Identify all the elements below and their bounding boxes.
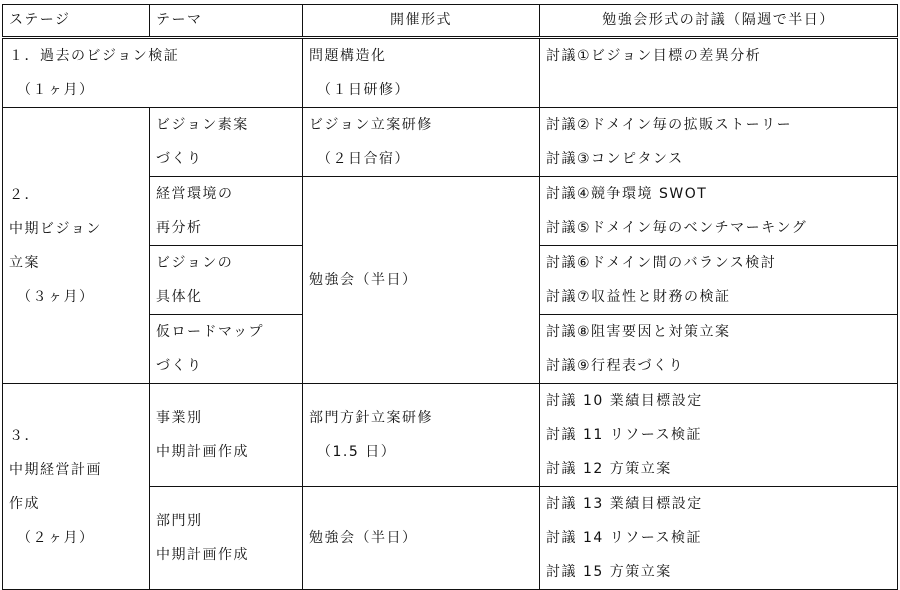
table-row (3, 108, 898, 177)
stage2-theme1-line1: ビジョン素案 (156, 117, 249, 133)
stage2-format1-cell (303, 108, 540, 177)
stage3-disc-cell-2 (540, 487, 898, 590)
stage3-label-line2: 中期経営計画 (9, 461, 102, 478)
stage3-label-line4: （２ヶ月） (17, 529, 95, 546)
discussion-9: 討議⑨行程表づくり (546, 358, 685, 374)
stage2-theme2-line2: 再分析 (156, 220, 203, 236)
discussion-6: 討議⑥ドメイン間のバランス検討 (546, 255, 777, 271)
discussion-12: 討議 12 方策立案 (546, 461, 672, 477)
stage2-format1-line1: ビジョン立案研修 (309, 117, 433, 133)
stage2-label-line1: ２． (9, 186, 40, 203)
stage2-theme2-cell (150, 177, 303, 246)
stage1-format-line1: 問題構造化 (309, 48, 387, 64)
stage1-cell (3, 38, 303, 108)
stage3-theme2-cell (150, 487, 303, 590)
stage3-format2-cell (303, 487, 540, 590)
stage2-theme4-cell (150, 315, 303, 384)
discussion-2: 討議②ドメイン毎の拡販ストーリー (546, 117, 793, 133)
header-discussion: 勉強会形式の討議（隔週で半日） (540, 5, 898, 38)
stage2-theme1-cell (150, 108, 303, 177)
stage2-format2: 勉強会（半日） (309, 272, 418, 288)
discussion-13: 討議 13 業績目標設定 (546, 496, 703, 512)
stage2-disc-cell-3 (540, 246, 898, 315)
stage1-discussion-cell (540, 38, 898, 108)
stage2-theme3-cell (150, 246, 303, 315)
stage3-disc-cell-1 (540, 384, 898, 487)
stage3-format1-cell (303, 384, 540, 487)
discussion-1: 討議①ビジョン目標の差異分析 (546, 48, 762, 64)
stage3-theme2-line1: 部門別 (156, 513, 203, 529)
stage3-format2: 勉強会（半日） (309, 530, 418, 546)
stage2-label-line2: 中期ビジョン (9, 220, 102, 237)
stage2-format1-line2: （２日合宿） (317, 151, 410, 167)
stage1-title: １．過去のビジョン検証 (9, 48, 180, 64)
header-format: 開催形式 (303, 5, 540, 38)
discussion-14: 討議 14 リソース検証 (546, 530, 703, 546)
discussion-7: 討議⑦収益性と財務の検証 (546, 289, 731, 305)
stage2-theme1-line2: づくり (156, 151, 203, 167)
stage3-theme1-cell (150, 384, 303, 487)
stage2-label-line3: 立案 (9, 254, 40, 271)
stage3-format1-line1: 部門方針立案研修 (309, 410, 433, 426)
stage3-label-line1: ３． (9, 427, 40, 444)
stage3-theme1-line2: 中期計画作成 (156, 444, 249, 460)
discussion-3: 討議③コンピタンス (546, 151, 684, 167)
stage2-label-cell (3, 108, 150, 384)
stage3-label-cell (3, 384, 150, 590)
stage2-disc-cell-2 (540, 177, 898, 246)
table-row (3, 38, 898, 108)
stage2-theme2-line1: 経営環境の (156, 186, 234, 202)
stage2-format2-cell (303, 177, 540, 384)
stage3-theme2-line2: 中期計画作成 (156, 547, 249, 563)
discussion-10: 討議 10 業績目標設定 (546, 393, 703, 409)
discussion-11: 討議 11 リソース検証 (546, 427, 703, 443)
stage2-disc-cell-1 (540, 108, 898, 177)
discussion-15: 討議 15 方策立案 (546, 564, 672, 580)
stage1-duration: （１ヶ月） (17, 82, 95, 98)
stage2-theme3-line2: 具体化 (156, 289, 203, 305)
table-header-row (3, 5, 898, 38)
schedule-table (2, 4, 898, 590)
discussion-5: 討議⑤ドメイン毎のベンチマーキング (546, 220, 808, 236)
stage2-label-line4: （３ヶ月） (17, 288, 95, 305)
stage2-theme4-line1: 仮ロードマップ (156, 324, 264, 340)
stage1-format-cell (303, 38, 540, 108)
header-theme: テーマ (150, 5, 303, 38)
stage3-label-line3: 作成 (9, 495, 40, 512)
stage3-format1-line2: （1.5 日） (317, 444, 397, 460)
stage2-theme3-line1: ビジョンの (156, 255, 234, 271)
stage2-disc-cell-4 (540, 315, 898, 384)
stage1-format-line2: （１日研修） (317, 82, 410, 98)
stage3-theme1-line1: 事業別 (156, 410, 203, 426)
table-row (3, 384, 898, 487)
discussion-8: 討議⑧阻害要因と対策立案 (546, 324, 731, 340)
discussion-4: 討議④競争環境 SWOT (546, 186, 708, 202)
stage2-theme4-line2: づくり (156, 358, 203, 374)
header-stage: ステージ (3, 5, 150, 38)
